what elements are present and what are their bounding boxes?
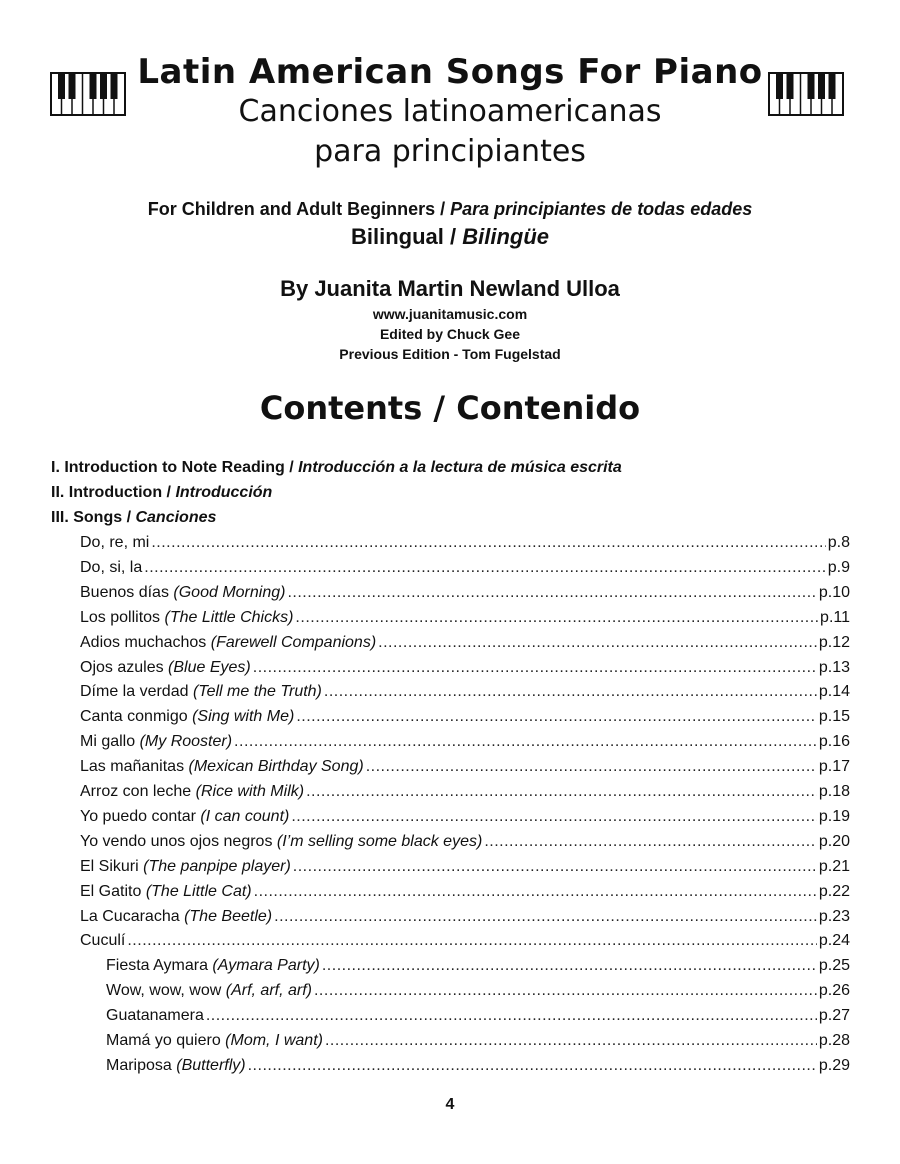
song-translation: (Rice with Milk) [195,783,305,800]
contents-heading: Contents / Contenido [259,389,641,427]
song-translation: (The panpipe player) [143,857,291,875]
dot-leader [206,1003,817,1028]
song-title: El Sikuri [80,857,139,875]
toc-entry [80,605,850,630]
toc-entry [80,655,850,680]
song-title: Mamá yo quiero [106,1032,221,1049]
dot-leader [127,928,817,953]
section-title-english: II. Introduction / [51,484,171,501]
song-translation: (My Rooster) [139,733,233,751]
song-title: La Cucaracha [80,907,180,925]
toc-entry [80,804,850,829]
toc-entry [106,953,850,978]
section-title-english: I. Introduction to Note Reading / [51,459,294,476]
toc-entry-title [106,953,320,978]
toc-page-number: p.15 [818,708,850,726]
toc-entry [80,679,850,704]
toc-page-number: p.24 [818,932,850,950]
toc-page-number: p.14 [818,683,850,701]
toc-page-number: p.10 [818,583,850,601]
dot-leader [314,978,817,1003]
toc-entry-title [80,630,376,655]
toc-page-number: p.19 [818,807,850,825]
dot-leader [274,904,817,929]
bilingual-english: Bilingual / [350,224,457,249]
song-translation: (The Little Cat) [145,882,252,900]
song-translation: (Sing with Me) [192,708,295,726]
toc-entry [106,1053,850,1078]
section-heading [51,480,851,505]
toc-entry-title [80,779,304,804]
toc-entry [106,978,850,1003]
toc-entry [80,928,850,953]
toc-page-number: p.29 [818,1056,850,1074]
song-title: Yo puedo contar [80,807,196,825]
song-title: Do, re, mi [80,534,150,551]
toc-entry-title [80,605,293,630]
song-title: Buenos días [80,583,169,601]
song-title: Díme la verdad [80,683,189,701]
toc-entry-title [80,904,272,929]
dot-leader [293,854,817,879]
toc-entry-title [106,1053,246,1078]
song-translation: (Blue Eyes) [168,658,251,676]
toc-page-number: p.12 [818,633,850,651]
section-list [51,455,851,530]
song-translation: (Arf, arf, arf) [225,982,312,1000]
toc-page-number: p.23 [818,907,850,925]
dot-leader [324,679,817,704]
song-translation: (Aymara Party) [212,957,320,975]
song-translation: (Good Morning) [173,583,286,601]
toc-entry-title [80,530,149,555]
previous-edition-credit: Previous Edition - Tom Fugelstad [339,346,561,362]
song-translation: (The Beetle) [184,907,273,925]
song-translation: (Tell me the Truth) [192,683,322,701]
song-title: Do, si, la [80,558,143,576]
song-title: Ojos azules [80,658,164,676]
dot-leader [378,630,817,655]
song-title: Adios muchachos [80,633,207,651]
bilingual-label [0,224,900,250]
book-title-spanish: Canciones latinoamericanas [238,94,662,129]
section-heading [51,505,851,530]
dot-leader [291,804,817,829]
toc-entry [80,729,850,754]
toc-page-number: p.8 [827,534,850,551]
section-title-spanish: Canciones [135,509,217,526]
song-translation: (I can count) [200,807,290,825]
toc-entry [80,555,850,580]
toc-page-number: p.9 [827,558,850,576]
audience-english: For Children and Adult Beginners / [147,199,446,219]
song-title: Fiesta Aymara [106,957,208,975]
song-title: Canta conmigo [80,708,188,726]
toc-entry-title [80,580,285,605]
section-title-spanish: Introducción [175,484,273,501]
dot-leader [322,953,817,978]
toc-entry [80,580,850,605]
toc-entry-title [80,754,364,779]
toc-entry-title [80,704,294,729]
dot-leader [295,605,818,630]
song-title: Mi gallo [80,733,136,751]
toc-page-number: p.17 [818,758,850,776]
song-translation: (Farewell Companions) [210,633,377,651]
toc-entry [106,1028,850,1053]
dot-leader [151,530,825,555]
toc-entry [80,829,850,854]
toc-page-number: p.20 [818,832,850,850]
toc-entry [80,854,850,879]
toc-entry-title [80,729,232,754]
song-translation: (Mom, I want) [225,1032,323,1049]
toc-entry-title [80,854,291,879]
song-translation: (I’m selling some black eyes) [276,832,483,850]
toc-entry [80,754,850,779]
toc-page-number: p.16 [818,733,850,751]
dot-leader [248,1053,817,1078]
toc-page-number: p.22 [818,882,850,900]
toc-page-number: p.25 [818,957,850,975]
dot-leader [325,1028,817,1053]
dot-leader [234,729,817,754]
song-title: Yo vendo unos ojos negros [80,832,273,850]
audience-subtitle [0,199,900,220]
toc-entry-title [80,928,125,953]
toc-page-number: p.18 [818,783,850,800]
page-number: 4 [445,1096,455,1113]
toc-entry [80,879,850,904]
toc-entry-title [106,978,312,1003]
toc-entry [106,1003,850,1028]
toc-entry [80,530,850,555]
dot-leader [144,555,826,580]
toc-page-number: p.21 [818,857,850,875]
toc-entry [80,904,850,929]
toc-entry [80,704,850,729]
toc-entry-title [80,655,251,680]
song-title: Wow, wow, wow [106,982,222,1000]
toc-entry-title [80,829,482,854]
song-title: Los pollitos [80,608,161,626]
dot-leader [287,580,816,605]
toc-entry [80,630,850,655]
toc-page-number: p.28 [818,1032,850,1049]
toc-entry-title [106,1028,323,1053]
dot-leader [254,879,817,904]
toc-entry [80,779,850,804]
dot-leader [306,779,817,804]
song-title: El Gatito [80,882,142,900]
toc-page-number: p.13 [818,658,850,676]
author-line: By Juanita Martin Newland Ulloa [280,276,620,301]
toc-entry-title [80,804,289,829]
toc-entry-title [80,679,322,704]
song-translation: (The Little Chicks) [164,608,294,626]
book-title-spanish-line2: para principiantes [314,134,586,169]
bilingual-spanish: Bilingüe [462,224,550,249]
toc-page-number: p.27 [818,1007,850,1025]
dot-leader [484,829,817,854]
song-title: Mariposa [106,1056,172,1074]
song-translation: (Butterfly) [176,1056,246,1074]
song-translation: (Mexican Birthday Song) [188,758,364,776]
section-title-spanish: Introducción a la lectura de música escrita [298,459,622,476]
website-text: www.juanitamusic.com [372,306,528,322]
editor-credit: Edited by Chuck Gee [379,326,521,342]
song-title: Cuculí [80,932,126,950]
section-title-english: III. Songs / [51,509,132,526]
audience-spanish: Para principiantes de todas edades [450,199,753,219]
song-title: Guatanamera [106,1007,204,1025]
song-title: Arroz con leche [80,783,192,800]
toc-entry-title [80,879,252,904]
dot-leader [296,704,817,729]
toc-entry-title [106,1003,204,1028]
toc-entry-title [80,555,142,580]
song-title: Las mañanitas [80,758,185,776]
dot-leader [253,655,817,680]
toc-page-number: p.11 [820,608,850,626]
toc-page-number: p.26 [818,982,850,1000]
dot-leader [366,754,817,779]
book-title: Latin American Songs For Piano [137,52,763,92]
section-heading [51,455,851,480]
